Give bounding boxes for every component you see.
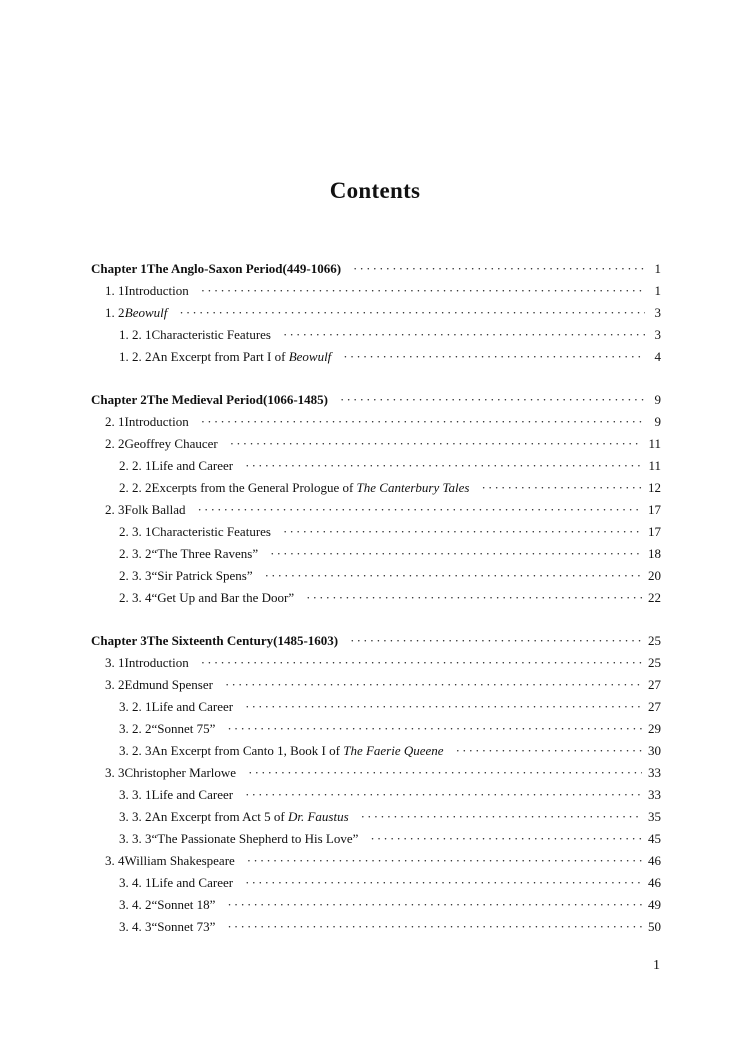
dot-leader bbox=[201, 280, 645, 302]
page-title: Contents bbox=[329, 178, 421, 203]
toc-entry-number: 2. 2 bbox=[105, 436, 125, 451]
toc-entry-title-text: Edmund Spenser bbox=[124, 677, 213, 692]
toc-entry-title bbox=[152, 455, 234, 477]
toc-entry-number: 1. 2. 1 bbox=[119, 327, 152, 342]
toc-entry-title bbox=[152, 324, 271, 346]
toc-entry bbox=[91, 850, 661, 872]
dot-leader bbox=[481, 477, 642, 499]
toc-entry-number: 3. 4. 3 bbox=[119, 919, 152, 934]
toc-entry-page: 18 bbox=[648, 546, 661, 561]
toc-entry-page: 25 bbox=[648, 633, 661, 648]
toc-entry-number: 3. 2. 2 bbox=[119, 721, 152, 736]
toc-entry-title bbox=[125, 762, 237, 784]
toc-entry-number: 2. 3. 3 bbox=[119, 568, 152, 583]
toc-entry-number: 3. 4 bbox=[105, 853, 125, 868]
toc-entry-page: 33 bbox=[648, 765, 661, 780]
toc-entry-title bbox=[147, 389, 328, 411]
toc-entry-title-text: Excerpts from the General Prologue of bbox=[151, 480, 357, 495]
toc-entry-title bbox=[152, 828, 359, 850]
toc-entry-number: 2. 3. 4 bbox=[119, 590, 152, 605]
dot-leader bbox=[265, 565, 642, 587]
toc-entry-title bbox=[152, 784, 234, 806]
toc-entry-number: 2. 3. 1 bbox=[119, 524, 152, 539]
toc-entry-page: 49 bbox=[648, 897, 661, 912]
toc-entry-page: 11 bbox=[648, 458, 661, 473]
dot-leader bbox=[245, 784, 642, 806]
toc-entry-page: 3 bbox=[654, 305, 661, 320]
dot-leader bbox=[179, 302, 645, 324]
toc-entry-page: 25 bbox=[648, 655, 661, 670]
toc-entry-title-text: William Shakespeare bbox=[124, 853, 235, 868]
dot-leader bbox=[350, 630, 642, 652]
toc-entry bbox=[91, 477, 661, 499]
dot-leader bbox=[306, 587, 642, 609]
toc-entry-number: 3. 4. 2 bbox=[119, 897, 152, 912]
toc-entry-title-text: An Excerpt from Act 5 of bbox=[151, 809, 288, 824]
toc-entry-title-text: Characteristic Features bbox=[151, 327, 271, 342]
toc-entry-number: 3. 2 bbox=[105, 677, 125, 692]
toc-entry-title-text: Life and Career bbox=[151, 458, 234, 473]
toc-entry-page: 27 bbox=[648, 699, 661, 714]
toc-entry-page: 46 bbox=[648, 875, 661, 890]
toc-entry-page: 9 bbox=[654, 414, 661, 429]
toc-entry-title bbox=[147, 258, 341, 280]
toc-entry-title bbox=[125, 499, 186, 521]
toc-entry bbox=[91, 346, 661, 368]
toc-entry-title bbox=[152, 543, 259, 565]
toc-entry-title bbox=[152, 894, 216, 916]
toc-entry-number: 3. 2. 1 bbox=[119, 699, 152, 714]
toc-entry-title-text: Folk Ballad bbox=[124, 502, 186, 517]
toc-entry-title-text: Introduction bbox=[124, 655, 189, 670]
toc-entry-title-text: Life and Career bbox=[151, 875, 234, 890]
toc-entry bbox=[91, 565, 661, 587]
toc-entry-page: 1 bbox=[654, 261, 661, 276]
toc-entry bbox=[91, 280, 661, 302]
toc-entry-title bbox=[125, 674, 213, 696]
toc-entry bbox=[91, 916, 661, 938]
toc-entry-page: 45 bbox=[648, 831, 661, 846]
toc-entry-title-italic: The Canterbury Tales bbox=[356, 480, 470, 495]
toc-entry-title-text: Geoffrey Chaucer bbox=[124, 436, 218, 451]
toc-entry-page: 1 bbox=[654, 283, 661, 298]
toc-entry-page: 11 bbox=[648, 436, 661, 451]
toc-entry bbox=[91, 499, 661, 521]
toc-entry-page: 17 bbox=[648, 524, 661, 539]
toc-entry-title bbox=[125, 433, 218, 455]
toc-entry-number: 1. 1 bbox=[105, 283, 125, 298]
toc-entry-page: 50 bbox=[648, 919, 661, 934]
toc-chapter-entry bbox=[91, 389, 661, 411]
toc-chapter-entry bbox=[91, 630, 661, 652]
toc-entry-title-italic: Beowulf bbox=[288, 349, 332, 364]
dot-leader bbox=[245, 455, 642, 477]
toc-entry-number: 2. 3. 2 bbox=[119, 546, 152, 561]
toc-entry-title bbox=[152, 872, 234, 894]
toc-entry-number: 3. 2. 3 bbox=[119, 743, 152, 758]
toc-entry-title bbox=[152, 740, 444, 762]
toc-entry-title-text: Introduction bbox=[124, 283, 189, 298]
dot-leader bbox=[227, 916, 642, 938]
toc-entry-title bbox=[152, 806, 349, 828]
toc-entry-title bbox=[152, 587, 295, 609]
toc-entry-title-text: “Sonnet 73” bbox=[151, 919, 216, 934]
toc-entry-title-text: Christopher Marlowe bbox=[124, 765, 237, 780]
toc-entry-number: Chapter 2 bbox=[91, 392, 147, 407]
toc-entry-page: 30 bbox=[648, 743, 661, 758]
toc-entry-number: 3. 3 bbox=[105, 765, 125, 780]
toc-entry-title-text: “Sonnet 75” bbox=[151, 721, 216, 736]
dot-leader bbox=[283, 324, 645, 346]
toc-entry bbox=[91, 718, 661, 740]
toc-entry-title-text: Characteristic Features bbox=[151, 524, 271, 539]
toc-entry-title bbox=[152, 718, 216, 740]
toc-entry bbox=[91, 740, 661, 762]
dot-leader bbox=[270, 543, 642, 565]
toc-entry-title-text: The Medieval Period(1066-1485) bbox=[146, 392, 328, 407]
dot-leader bbox=[343, 346, 645, 368]
toc-entry-number: 1. 2 bbox=[105, 305, 125, 320]
toc-entry-title-text: “Get Up and Bar the Door” bbox=[151, 590, 295, 605]
toc-entry-title-text: “Sonnet 18” bbox=[151, 897, 216, 912]
dot-leader bbox=[245, 696, 642, 718]
toc-entry bbox=[91, 411, 661, 433]
toc-entry-title bbox=[152, 521, 271, 543]
toc-entry-title bbox=[152, 565, 253, 587]
dot-leader bbox=[370, 828, 642, 850]
toc-entry-number: 3. 3. 2 bbox=[119, 809, 152, 824]
toc-entry-title-text: The Anglo-Saxon Period(449-1066) bbox=[146, 261, 342, 276]
toc-entry-number: 2. 2. 2 bbox=[119, 480, 152, 495]
toc-entry-title-text: “Sir Patrick Spens” bbox=[151, 568, 253, 583]
page-number: 1 bbox=[653, 958, 660, 973]
toc-entry bbox=[91, 872, 661, 894]
toc-entry-number: Chapter 3 bbox=[91, 633, 147, 648]
toc-entry-page: 46 bbox=[648, 853, 661, 868]
toc-entry bbox=[91, 828, 661, 850]
toc-entry-title-text: Life and Career bbox=[151, 787, 234, 802]
toc-entry-number: 1. 2. 2 bbox=[119, 349, 152, 364]
toc-entry-page: 35 bbox=[648, 809, 661, 824]
toc-entry bbox=[91, 302, 661, 324]
toc-entry-title-italic: Beowulf bbox=[124, 305, 168, 320]
dot-leader bbox=[227, 894, 642, 916]
toc-entry-page: 9 bbox=[654, 392, 661, 407]
toc-entry-page: 17 bbox=[648, 502, 661, 517]
dot-leader bbox=[227, 718, 642, 740]
dot-leader bbox=[340, 389, 645, 411]
toc-entry-title bbox=[147, 630, 338, 652]
dot-leader bbox=[230, 433, 643, 455]
toc-entry bbox=[91, 455, 661, 477]
toc-entry-number: 2. 3 bbox=[105, 502, 125, 517]
toc-entry-title-text: Life and Career bbox=[151, 699, 234, 714]
toc-entry-title-text: Introduction bbox=[124, 414, 189, 429]
toc-entry bbox=[91, 521, 661, 543]
dot-leader bbox=[248, 762, 642, 784]
toc-entry-title-text: “The Three Ravens” bbox=[151, 546, 259, 561]
toc-entry-title-italic: Dr. Faustus bbox=[287, 809, 349, 824]
dot-leader bbox=[198, 499, 642, 521]
toc-entry-page: 33 bbox=[648, 787, 661, 802]
toc-entry-page: 27 bbox=[648, 677, 661, 692]
toc-entry-title bbox=[125, 302, 168, 324]
toc-entry-number: 3. 4. 1 bbox=[119, 875, 152, 890]
toc-entry-title-text: An Excerpt from Canto 1, Book I of bbox=[151, 743, 344, 758]
dot-leader bbox=[201, 411, 645, 433]
dot-leader bbox=[201, 652, 642, 674]
toc-entry-title bbox=[152, 346, 332, 368]
dot-leader bbox=[361, 806, 642, 828]
toc-entry-title-text: An Excerpt from Part I of bbox=[151, 349, 289, 364]
toc-entry-title-text: “The Passionate Shepherd to His Love” bbox=[151, 831, 359, 846]
toc-entry bbox=[91, 894, 661, 916]
dot-leader bbox=[225, 674, 642, 696]
toc-entry-number: 2. 2. 1 bbox=[119, 458, 152, 473]
toc-entry-title bbox=[125, 280, 189, 302]
dot-leader bbox=[353, 258, 645, 280]
toc-entry bbox=[91, 784, 661, 806]
toc-entry-page: 4 bbox=[654, 349, 661, 364]
toc-entry bbox=[91, 587, 661, 609]
toc-entry-title bbox=[125, 850, 235, 872]
toc-entry-page: 3 bbox=[654, 327, 661, 342]
toc-entry-title-text: The Sixteenth Century(1485-1603) bbox=[146, 633, 339, 648]
toc-entry-number: 3. 1 bbox=[105, 655, 125, 670]
toc-entry-number: 3. 3. 1 bbox=[119, 787, 152, 802]
toc-entry-number: 3. 3. 3 bbox=[119, 831, 152, 846]
toc-entry-title bbox=[125, 411, 189, 433]
toc-entry bbox=[91, 652, 661, 674]
toc-entry bbox=[91, 324, 661, 346]
toc-entry bbox=[91, 806, 661, 828]
toc-entry-title bbox=[125, 652, 189, 674]
toc-entry-page: 29 bbox=[648, 721, 661, 736]
dot-leader bbox=[245, 872, 642, 894]
toc-entry bbox=[91, 762, 661, 784]
toc-entry-number: 2. 1 bbox=[105, 414, 125, 429]
toc-entry bbox=[91, 696, 661, 718]
toc-entry-page: 20 bbox=[648, 568, 661, 583]
toc-entry-page: 12 bbox=[648, 480, 661, 495]
toc-entry-page: 22 bbox=[648, 590, 661, 605]
toc-entry bbox=[91, 674, 661, 696]
dot-leader bbox=[283, 521, 642, 543]
toc-entry bbox=[91, 433, 661, 455]
toc-entry-number: Chapter 1 bbox=[91, 261, 147, 276]
toc-entry bbox=[91, 543, 661, 565]
toc-chapter-entry bbox=[91, 258, 661, 280]
toc-entry-title bbox=[152, 696, 234, 718]
dot-leader bbox=[247, 850, 642, 872]
toc-entry-title-italic: The Faerie Queene bbox=[343, 743, 444, 758]
table-of-contents bbox=[91, 258, 661, 938]
toc-entry-title bbox=[152, 477, 470, 499]
dot-leader bbox=[456, 740, 642, 762]
toc-entry-title bbox=[152, 916, 216, 938]
